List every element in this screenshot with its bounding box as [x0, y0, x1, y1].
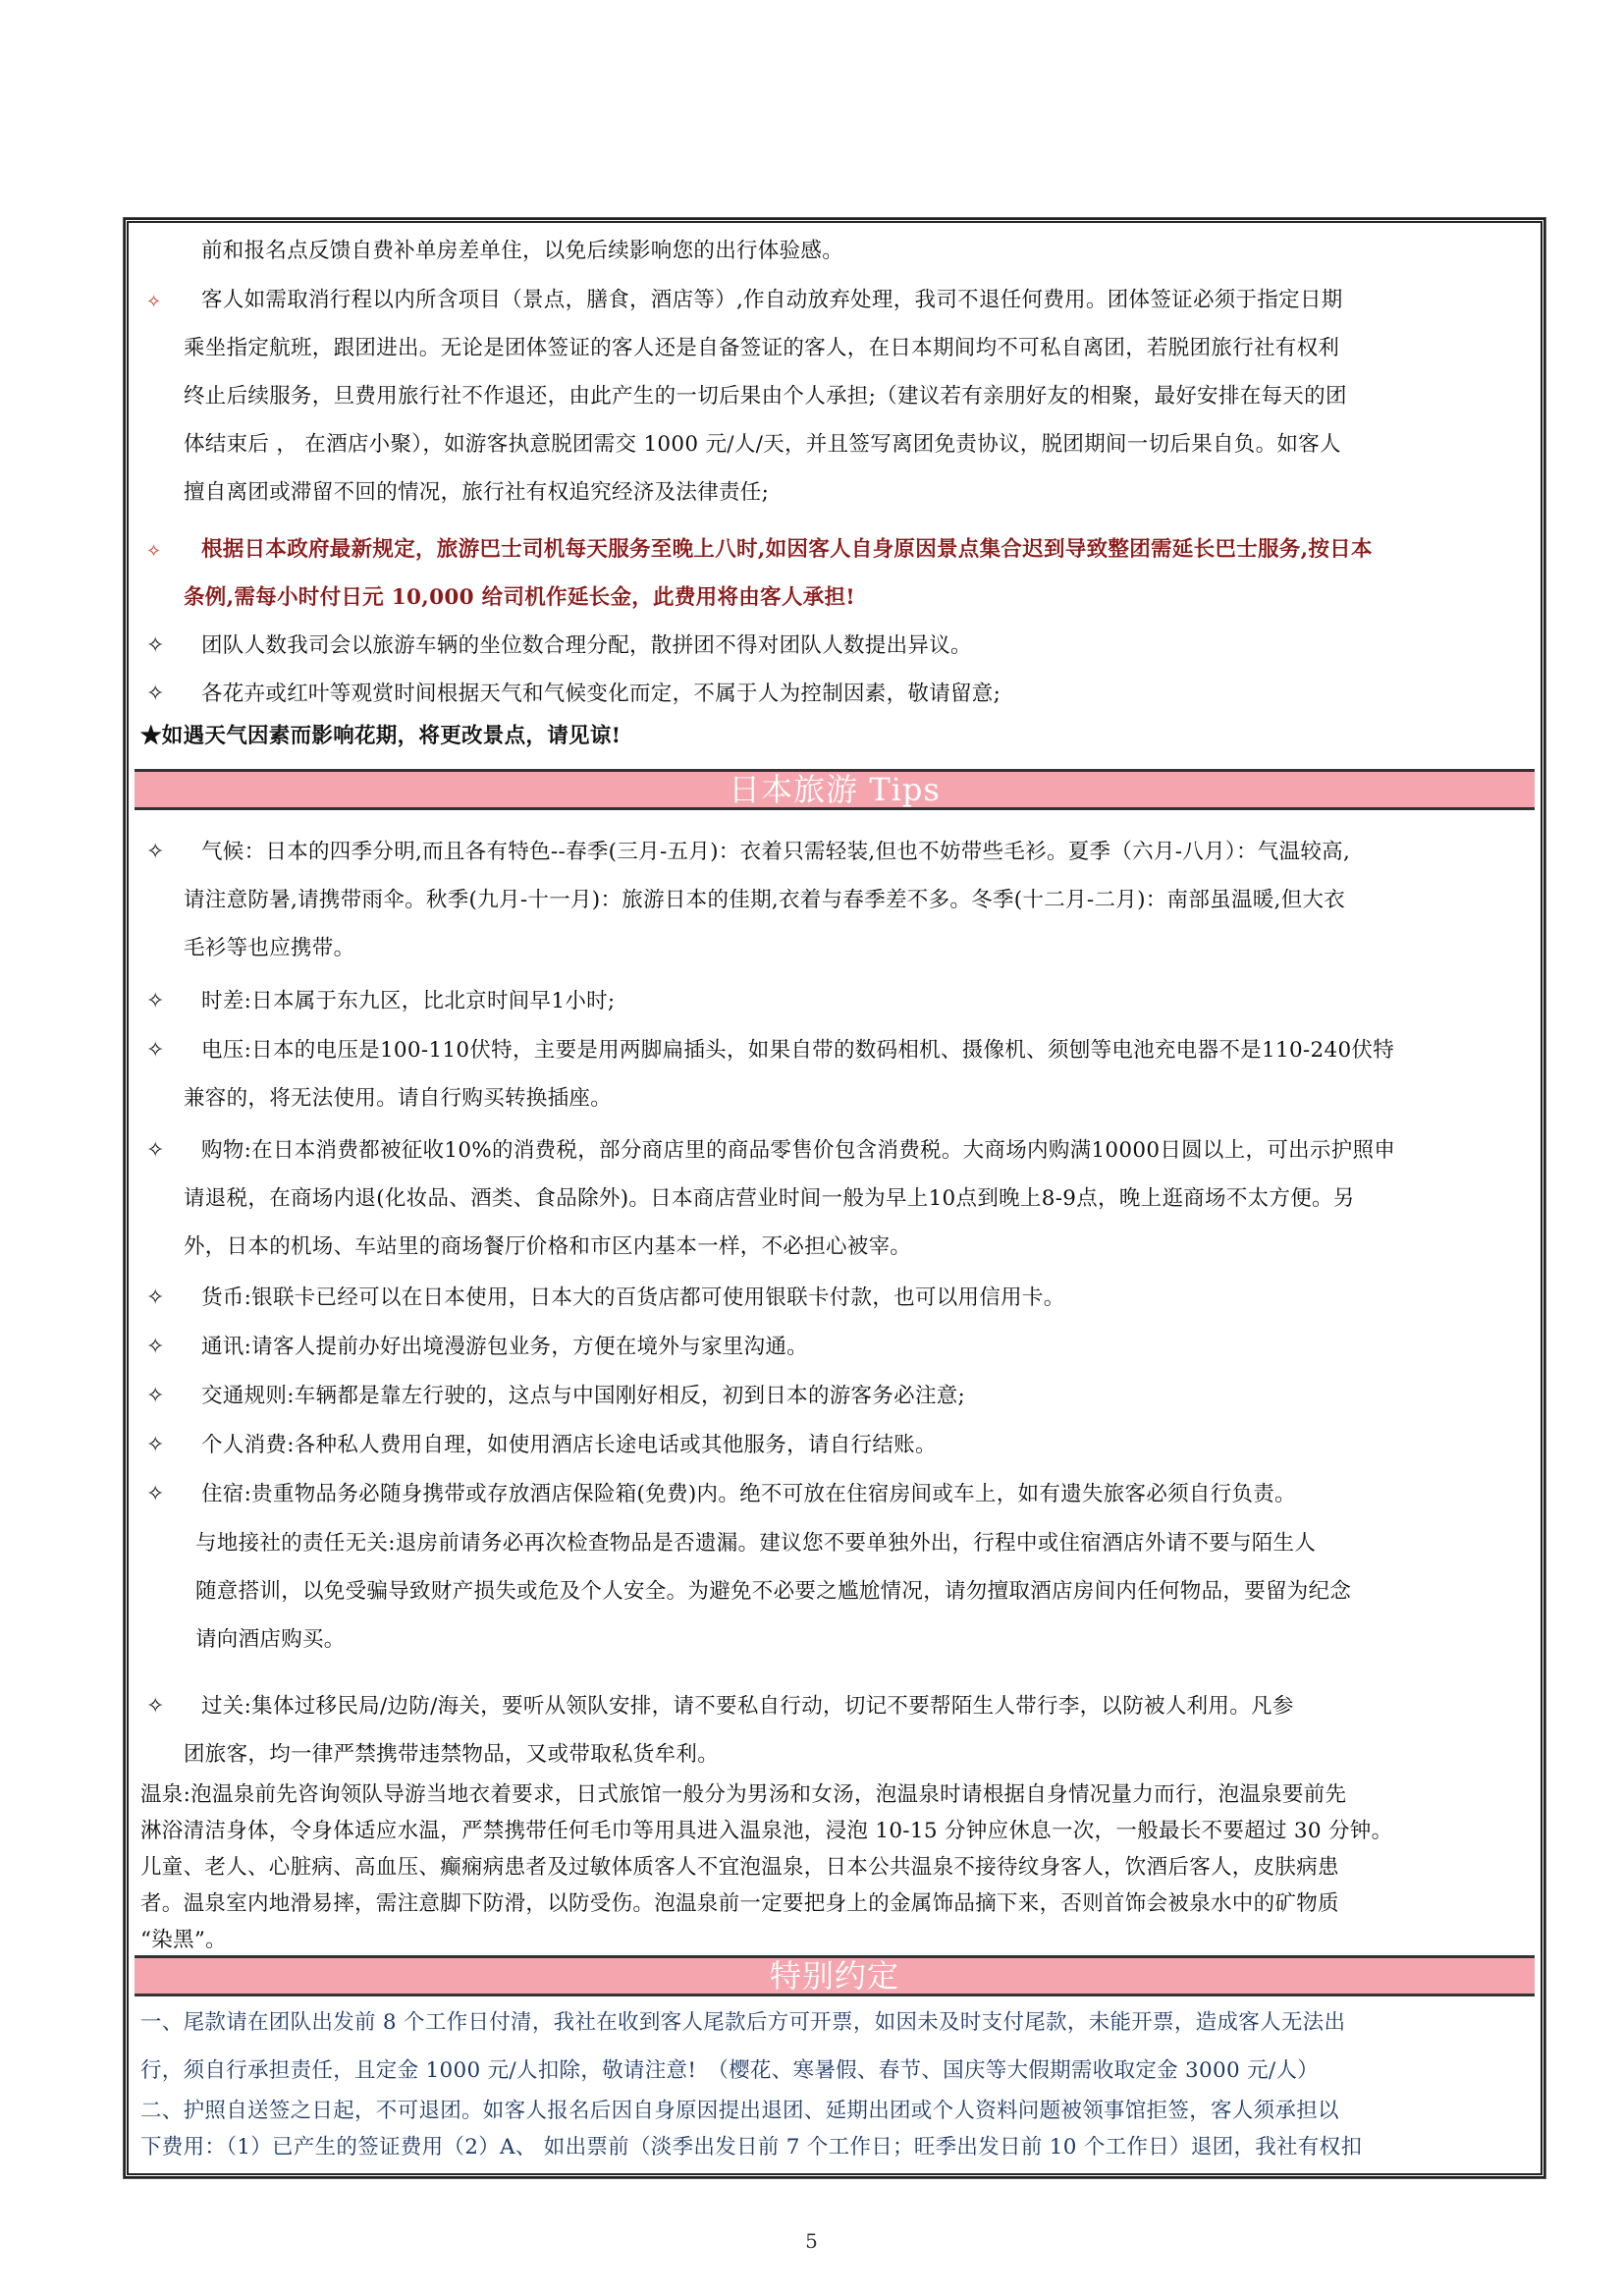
tip-line: 气候：日本的四季分明,而且各有特色--春季(三月-五月)：衣着只需轻装,但也不妨带些毛衫。夏季（六月-八月）：气温较高,	[201, 840, 1351, 864]
bullet-icon: ✧	[146, 1285, 165, 1310]
tip-line: 外，日本的机场、车站里的商场餐厅价格和市区内基本一样，不必担心被宰。	[184, 1234, 912, 1259]
tip-line: 请注意防暑,请携带雨伞。秋季(九月-十一月)：旅游日本的佳期,衣着与春季差不多。冬季(十二月-二月)：南部虽温暖,但大衣	[184, 888, 1346, 912]
notice-line-highlight: 根据日本政府最新规定，旅游巴士司机每天服务至晚上八时,如因客人自身原因景点集合迟到导致整团需延长巴士服务,按日本	[201, 537, 1373, 562]
onsen-line: 温泉:泡温泉前先咨询领队导游当地衣着要求，日式旅馆一般分为男汤和女汤，泡温泉时请根据自身情况量力而行，泡温泉要前先	[140, 1782, 1347, 1807]
notices-section	[135, 223, 1535, 753]
special-line: 二、护照自送签之日起，不可退团。如客人报名后因自身原因提出退团、延期出团或个人资料问题被领事馆拒签，客人须承担以	[140, 2099, 1339, 2123]
bullet-icon: ✧	[146, 989, 165, 1013]
notice-line-highlight: 条例,需每小时付日元 10,000 给司机作延长金，此费用将由客人承担!	[184, 585, 855, 610]
bullet-icon: ✧	[146, 1482, 165, 1506]
onsen-line: 儿童、老人、心脏病、高血压、癫痫病患者及过敏体质客人不宜泡温泉，日本公共温泉不接待纹身客人，饮酒后客人，皮肤病患	[140, 1855, 1339, 1880]
tip-line: 电压:日本的电压是100-110伏特，主要是用两脚扁插头，如果自带的数码相机、摄像机、须刨等电池充电器不是110-240伏特	[201, 1038, 1395, 1063]
notice-line: 终止后续服务，旦费用旅行社不作退还，由此产生的一切后果由个人承担;（建议若有亲朋好友的相聚，最好安排在每天的团	[184, 384, 1347, 409]
bullet-icon: ✧	[146, 1433, 165, 1457]
notice-line: 体结束后 ， 在酒店小聚），如游客执意脱团需交 1000 元/人/天，并且签写离团免责协议，脱团期间一切后果自负。如客人	[184, 432, 1341, 457]
bullet-icon: ✧	[146, 1038, 165, 1063]
document-frame	[124, 218, 1545, 2178]
notice-line: 各花卉或红叶等观赏时间根据天气和气候变化而定，不属于人为控制因素，敬请留意;	[201, 682, 1001, 706]
tips-section	[135, 812, 1535, 1971]
bullet-icon: ✧	[146, 1335, 165, 1359]
tip-line: 请退税，在商场内退(化妆品、酒类、食品除外)。日本商店营业时间一般为早上10点到晚上8-9点，晚上逛商场不太方便。另	[184, 1186, 1355, 1211]
onsen-line: 淋浴清洁身体，令身体适应水温，严禁携带任何毛巾等用具进入温泉池，浸泡 10-15 分钟应休息一次，一般最长不要超过 30 分钟。	[140, 1819, 1393, 1843]
special-banner: 特别约定	[135, 1955, 1535, 1996]
tip-line: 兼容的，将无法使用。请自行购买转换插座。	[184, 1086, 613, 1111]
tip-line: 团旅客，均一律严禁携带违禁物品，又或带取私货牟利。	[184, 1742, 720, 1767]
notice-line: 乘坐指定航班，跟团进出。无论是团体签证的客人还是自备签证的客人，在日本期间均不可私自离团，若脱团旅行社有权利	[184, 336, 1340, 360]
tip-line: 时差:日本属于东九区，比北京时间早1小时;	[201, 989, 616, 1013]
bullet-icon: ✧	[146, 1384, 165, 1408]
notice-line: 前和报名点反馈自费补单房差单住，以免后续影响您的出行体验感。	[201, 239, 844, 263]
tip-line: 毛衫等也应携带。	[184, 936, 355, 960]
bullet-icon: ✧	[146, 541, 162, 562]
bullet-icon: ✧	[146, 1138, 165, 1163]
bullet-icon: ✧	[146, 292, 162, 312]
notice-line: 擅自离团或滞留不回的情况，旅行社有权追究经济及法律责任;	[184, 480, 770, 505]
special-line: 一、尾款请在团队出发前 8 个工作日付清，我社在收到客人尾款后方可开票，如因未及时支付尾款，未能开票，造成客人无法出	[140, 2010, 1346, 2035]
tip-line: 购物:在日本消费都被征收10%的消费税，部分商店里的商品零售价包含消费税。大商场内购满10000日圆以上，可出示护照申	[201, 1138, 1396, 1163]
bullet-icon: ✧	[146, 682, 165, 706]
tip-line: 与地接社的责任无关:退房前请务必再次检查物品是否遗漏。建议您不要单独外出，行程中或住宿酒店外请不要与陌生人	[195, 1531, 1317, 1556]
special-line: 下费用：（1）已产生的签证费用（2）A、 如出票前（淡季出发日前 7 个工作日；旺季出发日前 10 个工作日）退团，我社有权扣	[140, 2135, 1363, 2159]
special-section	[135, 2000, 1535, 2177]
bullet-icon: ✧	[146, 633, 165, 658]
tip-line: 随意搭训，以免受骗导致财产损失或危及个人安全。为避免不必要之尴尬情况，请勿擅取酒店房间内任何物品，要留为纪念	[195, 1579, 1352, 1604]
notice-line: 团队人数我司会以旅游车辆的坐位数合理分配，散拼团不得对团队人数提出异议。	[201, 633, 972, 658]
tip-line: 货币:银联卡已经可以在日本使用，日本大的百货店都可使用银联卡付款，也可以用信用卡。	[201, 1285, 1065, 1310]
notice-line: 客人如需取消行程以内所含项目（景点，膳食，酒店等）,作自动放弃处理，我司不退任何费用。团体签证必须于指定日期	[201, 288, 1343, 312]
tip-line: 请向酒店购买。	[195, 1627, 346, 1652]
bullet-icon: ✧	[146, 1694, 165, 1719]
tip-line: 过关:集体过移民局/边防/海关，要听从领队安排，请不要私自行动，切记不要帮陌生人带行李，以防被人利用。凡参	[201, 1694, 1294, 1719]
weather-notice: ★如遇天气因素而影响花期，将更改景点，请见谅!	[140, 724, 622, 748]
tip-line: 通讯:请客人提前办好出境漫游包业务，方便在境外与家里沟通。	[201, 1335, 808, 1359]
tips-banner: 日本旅游 Tips	[135, 769, 1535, 810]
onsen-line: 者。温泉室内地滑易摔，需注意脚下防滑，以防受伤。泡温泉前一定要把身上的金属饰品摘下来，否则首饰会被泉水中的矿物质	[140, 1891, 1339, 1916]
bullet-icon: ✧	[146, 840, 165, 864]
special-line: 行，须自行承担责任，且定金 1000 元/人扣除，敬请注意! （樱花、寒暑假、春节、国庆等大假期需收取定金 3000 元/人）	[140, 2058, 1320, 2083]
tip-line: 住宿:贵重物品务必随身携带或存放酒店保险箱(免费)内。绝不可放在住宿房间或车上，如有遗失旅客必须自行负责。	[201, 1482, 1296, 1506]
tip-line: 个人消费:各种私人费用自理，如使用酒店长途电话或其他服务，请自行结账。	[201, 1433, 937, 1457]
tip-line: 交通规则:车辆都是靠左行驶的，这点与中国刚好相反，初到日本的游客务必注意;	[201, 1384, 966, 1408]
page-number: 5	[805, 2229, 818, 2253]
onsen-line: “染黑”。	[140, 1928, 227, 1952]
